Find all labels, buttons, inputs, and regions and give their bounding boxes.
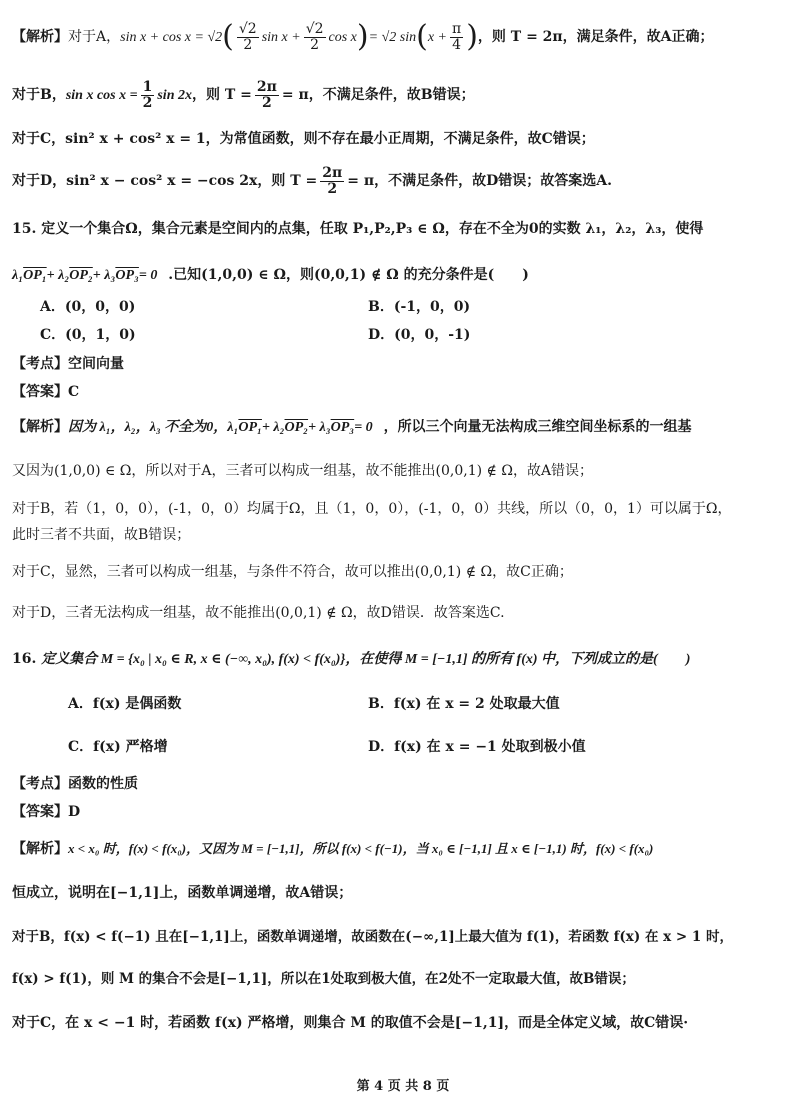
q15-analysis-3: 对于B，若（1，0，0），(-1，0，0）均属于Ω，且（1，0，0），(-1，0，0）共线，所以（0，0，1）可以属于Ω， <box>12 501 732 517</box>
math: sin 2x <box>157 88 192 104</box>
question-stem: 定义集合 M = {x₀ | x₀ ∈ R, x ∈ (−∞, x₀), f(x) < f(x₀)}，在使得 M = [−1,1] 的所有 f(x) 中，下列成立的是( ) <box>41 652 691 667</box>
fraction: $\frac{\pi}{4}$ <box>451 21 462 53</box>
text: ，则 T = <box>191 87 252 104</box>
q15-stem-line1 <box>12 220 703 238</box>
q16-answer: 【答案】D <box>12 804 81 820</box>
math: sin x cos x = <box>65 88 138 104</box>
text: 对于A， <box>68 29 121 46</box>
q15-option-a: A．(0，0，0) <box>40 299 136 315</box>
text: 对于B， <box>12 87 66 104</box>
q16-analysis-5: 对于C，在 x < −1 时，若函数 f(x) 严格增，则集合 M 的取值不会是[−1,1]，而是全体定义域，故C错误· <box>12 1015 689 1031</box>
text: ，则 T = 2π，满足条件，故A正确； <box>477 29 714 46</box>
text: .已知(1,0,0) ∈ Ω，则(0,0,1) ∉ Ω 的充分条件是( ) <box>168 267 529 283</box>
paren: ( <box>222 19 234 55</box>
math: sin x + cos x = √2 <box>120 30 223 46</box>
fraction: $\frac{1}{2}$ <box>142 79 153 111</box>
math: + λ₃ <box>92 268 116 283</box>
vector: OP₃ <box>115 268 139 283</box>
q15-analysis-6: 对于D，三者无法构成一组基，故不能推出(0,0,1) ∉ Ω，故D错误．故答案选C. <box>12 605 505 621</box>
fraction: $\frac{√2}{2}$ <box>238 21 257 53</box>
q16-option-d: D．f(x) 在 x = −1 处取到极小值 <box>368 739 586 755</box>
analysis-tag: 【解析】 <box>12 29 68 46</box>
text: = π，不满足条件，故B错误； <box>281 87 475 104</box>
q15-answer: 【答案】C <box>12 384 80 400</box>
math: x + <box>427 30 447 46</box>
question-stem: 定义一个集合Ω，集合元素是空间内的点集，任取 P₁,P₂,P₃ ∈ Ω，存在不全为0的实数 λ₁，λ₂，λ₃，使得 <box>41 221 704 237</box>
q16-analysis-4: f(x) > f(1)，则 M 的集合不会是[−1,1]，所以在1处取到极大值，在2处不一定取最大值，故B错误； <box>12 971 635 987</box>
q16-stem <box>12 650 690 669</box>
math: λ₁ <box>12 268 24 283</box>
q15-analysis-2: 又因为(1,0,0) ∈ Ω，所以对于A，三者可以构成一组基，故不能推出(0,0,1) ∉ Ω，故A错误； <box>12 463 594 479</box>
text: = π，不满足条件，故D错误；故答案选A. <box>347 173 612 190</box>
p14-line-b <box>12 80 475 110</box>
paren: ( <box>416 19 428 55</box>
fraction: $\frac{√2}{2}$ <box>305 21 324 53</box>
q15-kaodian: 【考点】空间向量 <box>12 356 124 372</box>
math: sin x + <box>261 30 301 46</box>
q15-analysis-5: 对于C，显然，三者可以构成一组基，与条件不符合，故可以推出(0,0,1) ∉ Ω，故C正确； <box>12 564 573 580</box>
question-number: 15. <box>12 221 37 237</box>
q16-analysis-3: 对于B，f(x) < f(−1) 且在[−1,1]上，函数单调递增，故函数在(−∞,1]上最大值为 f(1)，若函数 f(x) 在 x > 1 时， <box>12 929 733 945</box>
q16-kaodian: 【考点】函数的性质 <box>12 776 138 792</box>
text: 对于D，sin² x − cos² x = −cos 2x，则 T = <box>12 173 318 190</box>
q15-option-b: B．(-1，0，0) <box>368 299 471 315</box>
q15-analysis-4: 此时三者不共面，故B错误； <box>12 527 191 543</box>
q16-option-c: C．f(x) 严格增 <box>68 739 168 755</box>
q16-option-b: B．f(x) 在 x = 2 处取最大值 <box>368 696 560 712</box>
fraction: $\frac{2\pi}{2}$ <box>322 165 343 197</box>
page-footer: 第 4 页 共 8 页 <box>356 1079 450 1094</box>
q15-option-c: C．(0，1，0) <box>40 327 136 343</box>
p14-line-a <box>12 19 714 55</box>
q15-stem-line2 <box>12 266 529 285</box>
vector: OP₁ <box>23 268 47 283</box>
vector: OP₂ <box>69 268 93 283</box>
question-number: 16. <box>12 651 37 667</box>
p14-line-d <box>12 166 612 196</box>
q15-option-d: D．(0，0，-1) <box>368 327 471 343</box>
math: + λ₂ <box>46 268 70 283</box>
q16-analysis-1: 【解析】x < x₀ 时，f(x) < f(x₀)，又因为 M = [−1,1]，所以 f(x) < f(−1)，当 x₀ ∈ [−1,1] 且 x ∈ [−1,1) 时，f(x) < f(x₀) <box>12 841 654 857</box>
math: = 0⃗ <box>138 268 169 283</box>
paren: ) <box>466 19 478 55</box>
q15-analysis-1: 【解析】因为 λ₁，λ₂，λ₃ 不全为0，λ₁OP₁+ λ₂OP₂+ λ₃OP₃= 0⃗，所以三个向量无法构成三维空间坐标系的一组基 <box>12 419 692 435</box>
q16-option-a: A．f(x) 是偶函数 <box>68 696 182 712</box>
q16-analysis-2: 恒成立，说明在[−1,1]上，函数单调递增，故A错误； <box>12 885 353 901</box>
math: cos x <box>328 30 357 46</box>
math: = √2 sin <box>368 30 417 46</box>
fraction: $\frac{2\pi}{2}$ <box>256 79 277 111</box>
p14-line-c: 对于C，sin² x + cos² x = 1，为常值函数，则不存在最小正周期，不满足条件，故C错误； <box>12 131 595 147</box>
paren: ) <box>356 19 369 55</box>
